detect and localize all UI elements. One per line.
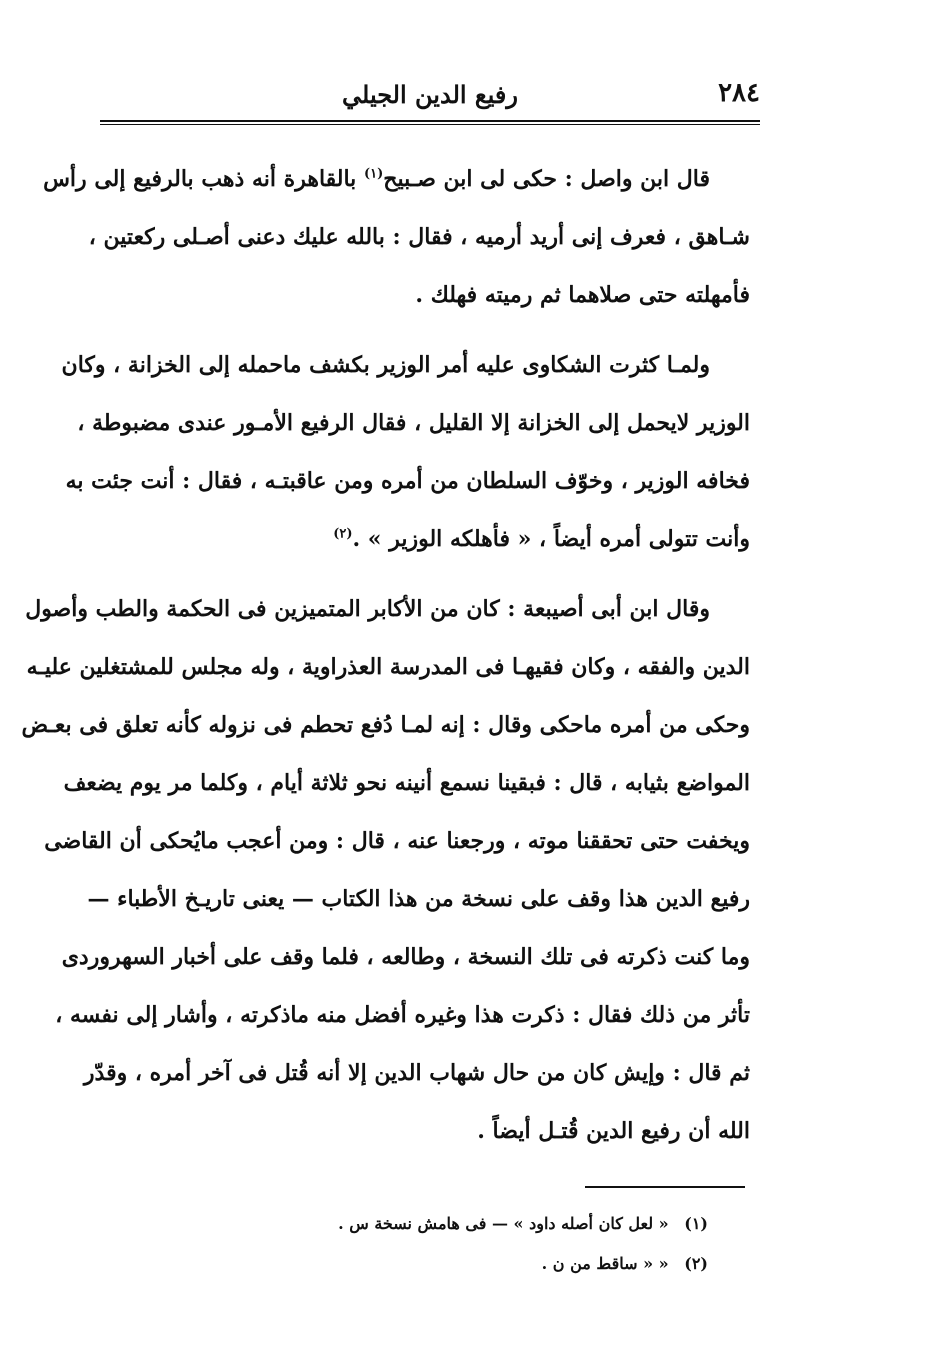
- text-line: وأنت تتولى أمره أيضاً ، « فأهلكه الوزير » .$^{(٢)}$: [333, 526, 750, 552]
- running-title: رفيع الدين الجيلي: [342, 80, 518, 109]
- page-header: [100, 78, 760, 118]
- footnote-2: [300, 1244, 708, 1284]
- footnote-ref-2: (٢): [333, 526, 353, 542]
- page-number: ٢٨٤: [718, 78, 760, 108]
- footnote-1: [300, 1204, 708, 1244]
- text-line: تأثر من ذلك فقال : ذكرت هذا وغيره أفضل منه ماذكرته ، وأشار إلى نفسه ،: [55, 1002, 750, 1028]
- paragraph-2: [61, 336, 750, 568]
- footnote-mark: (١): [684, 1214, 708, 1233]
- footnote-text: « لعل كان أصله داود » — فى هامش نسخة س .: [338, 1214, 669, 1233]
- footnote-text: « « ساقط من ن .: [541, 1254, 669, 1273]
- text-line: فأمهلته حتى صلاهما ثم رميته فهلك .: [415, 282, 750, 308]
- text-line: ثم قال : وإيش كان من حال شهاب الدين إلا أنه قُتل فى آخر أمره ، وقدّر: [83, 1060, 750, 1086]
- text-line: فخافه الوزير ، وخوّف السلطان من أمره ومن عاقبتـه ، فقال : أنت جئت به: [65, 468, 750, 494]
- header-rule: [100, 120, 760, 125]
- text-line: شـاهق ، فعرف إنى أريد أرميه ، فقال : بالله عليك دعنى أصـلى ركعتين ،: [88, 224, 750, 250]
- text-line: الله أن رفيع الدين قُتـل أيضاً .: [477, 1118, 750, 1144]
- footnote-mark: (٢): [684, 1254, 708, 1273]
- text-line: ويخفت حتى تحققنا موته ، ورجعنا عنه ، قال : ومن أعجب مايُحكى أن القاضى: [44, 828, 750, 854]
- text-line: وحكى من أمره ماحكى وقال : إنه لمـا دُفع تحطم فى نزوله كأنه تعلق فى بعـض: [21, 712, 750, 738]
- text-line: قال ابن واصل : حكى لى ابن صـبيح$^{(١)}$ بالقاهرة أنه ذهب بالرفيع إلى رأس: [43, 166, 710, 192]
- paragraph-3: [21, 580, 750, 1160]
- paragraph-1: [43, 150, 750, 324]
- text-line: ولمـا كثرت الشكاوى عليه أمر الوزير بكشف ماحمله إلى الخزانة ، وكان: [61, 352, 710, 378]
- body-text: [21, 150, 750, 1160]
- footnotes: [300, 1204, 708, 1284]
- footnote-ref-1: (١): [363, 166, 384, 182]
- text-line: وما كنت ذكرته فى تلك النسخة ، وطالعه ، فلما وقف على أخبار السهروردى: [61, 944, 750, 970]
- text-line: الدين والفقه ، وكان فقيهـا فى المدرسة العذراوية ، وله مجلس للمشتغلين عليـه: [26, 654, 750, 680]
- text-line: وقال ابن أبى أصيبعة : كان من الأكابر المتميزين فى الحكمة والطب وأصول: [25, 596, 710, 622]
- text-line: رفيع الدين هذا وقف على نسخة من هذا الكتاب — يعنى تاريـخ الأطباء —: [87, 886, 750, 912]
- footnote-rule: [585, 1186, 745, 1188]
- text-line: الوزير لايحمل إلى الخزانة إلا القليل ، فقال الرفيع الأمـور عندى مضبوطة ،: [77, 410, 750, 436]
- text-line: المواضع بثيابه ، قال : فبقينا نسمع أنينه نحو ثلاثة أيام ، وكلما مر يوم يضعف: [63, 770, 750, 796]
